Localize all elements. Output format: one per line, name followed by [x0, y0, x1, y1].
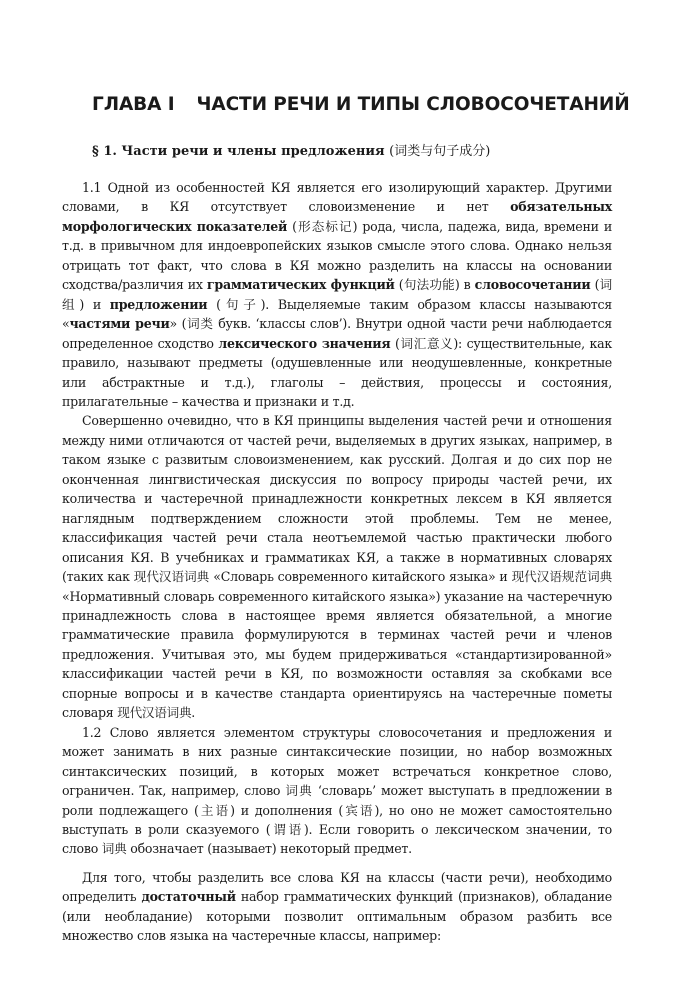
text-run: » (词类 букв. ‘классы слов’). Внутри одной части речи наблюдается определенное сходство	[62, 316, 613, 351]
bold-term: обязательных морфологических показателей	[62, 199, 612, 234]
chapter-number: ГЛАВА I	[92, 94, 175, 115]
paragraph-1-2: 1.2 Слово является элементом структуры словосочетания и предложения и может занимать в них разные синтаксические позиции, но набор возможных синтаксических позиций, в которых может встречаться конкретное слово, ограничен. Так, например, слово 词典 ‘словарь’ может выступать в предложении в роли подлежащего (主语) и дополнения (宾语), но оно не может самостоятельно выступать в роли сказуемого (谓语). Если говорить о лексическом значении, то слово 词典 обозначает (называет) некоторый предмет.	[62, 724, 612, 857]
paragraph-2: Совершенно очевидно, что в КЯ принципы выделения частей речи и отношения между ними отличаются от частей речи, выделяемых в других языках, например, в таком языке с развитым словоизменением, как русский. Долгая и до сих пор не оконченная лингвистическая дискуссия по вопросу природы частей речи, их количества и частеречной принадлежности конкретных лексем в КЯ является наглядным подтверждением сложности этой проблемы. Тем не менее, классификация частей речи стала неотъемлемой частью практически любого описания КЯ. В учебниках и грамматиках КЯ, а также в нормативных словарях (таких как 现代汉语词典 «Словарь современного китайского языка» и 现代汉语规范词典 «Нормативный словарь современного китайского языка») указание на частеречную принадлежность слова в настоящее время является обязательной, а многие грамматические правила формулируются в терминах частей речи и членов предложения. Учитывая это, мы будем придерживаться «стандартизированной» классификации частей речи в КЯ, по возможности оставляя за скобками все спорные вопросы и в качестве стандарта ориентируясь на частеречные пометы словаря 现代汉语词典.	[62, 413, 612, 721]
text-run: 1.1 Одной из особенностей КЯ является его изолирующий характер. Другими словами, в КЯ отсутствует словоизменение и нет	[62, 180, 612, 215]
paragraph-4	[62, 868, 612, 946]
text-run: (词汇意义): существительные, как правило, называют предметы (одушевленные или неодушевленные, конкретные или абстрактные и т.д.), глаголы – действия, процессы и состояния, прилагательные – качества и признаки и т.д.	[62, 335, 613, 409]
bold-term: грамматических функций	[206, 277, 395, 293]
bold-term: словосочетании	[474, 277, 591, 293]
text-run: Для того, чтобы разделить все слова КЯ на классы (части речи), необходимо определить	[62, 869, 612, 905]
bold-term: достаточный	[141, 889, 236, 905]
text-run: (形态标记) рода, числа, падежа, вида, времени и т.д. в привычном для индоевропейских языков смысле этого слова. Однако нельзя отрицать тот факт, что слова в КЯ можно разделить на классы на основании сходства/различия их	[62, 218, 612, 293]
text-run: (词组) и	[62, 277, 613, 312]
section-title: § 1. Части речи и члены предложения	[92, 144, 385, 159]
paragraph-1-1	[62, 178, 612, 411]
bold-term: предложении	[109, 296, 208, 312]
bold-term: частями речи	[69, 316, 170, 332]
chapter-heading	[92, 94, 630, 115]
text-run: (句子). Выделяемые таким образом классы называются «	[62, 296, 612, 332]
section-title-chinese: (词类与句子成分)	[389, 144, 491, 159]
chapter-title: ЧАСТИ РЕЧИ И ТИПЫ СЛОВОСОЧЕТАНИЙ	[196, 94, 630, 115]
body-text	[62, 178, 612, 946]
bold-term: лексического значения	[218, 335, 391, 351]
section-heading	[92, 140, 612, 159]
text-run: (句法功能) в	[394, 277, 475, 293]
text-run: набор грамматических функций (признаков), обладание (или необладание) которыми позволит оптимальным образом разбить все множество слов языка на частеречные классы, например:	[62, 889, 612, 944]
